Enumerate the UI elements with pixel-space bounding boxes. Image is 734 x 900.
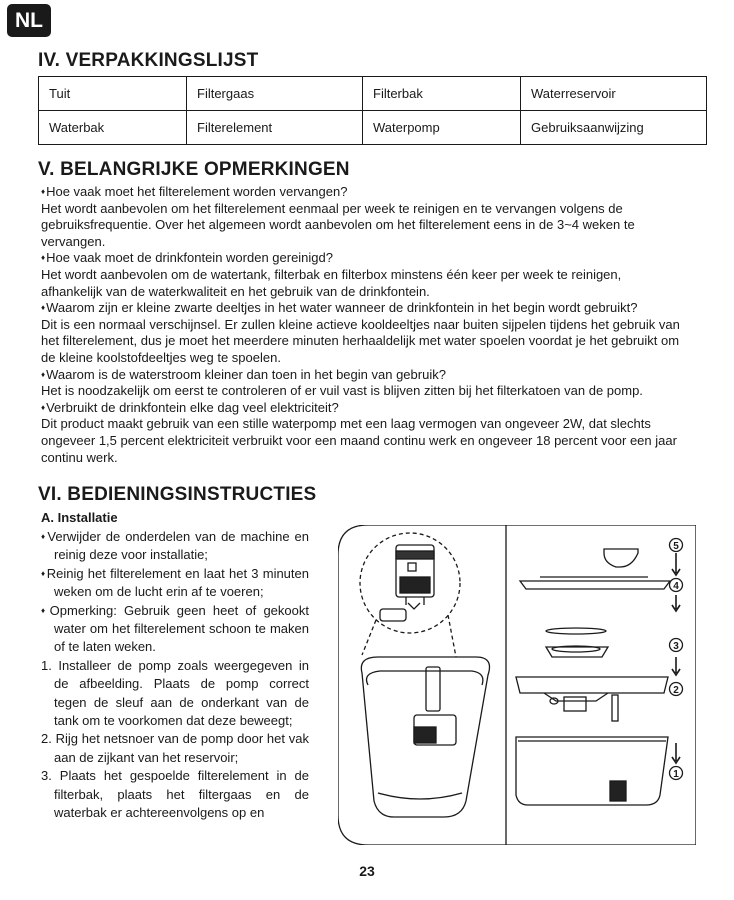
table-row bbox=[39, 77, 707, 111]
step-label: 5 bbox=[673, 541, 679, 552]
water-bowl-icon bbox=[516, 677, 668, 721]
table-row bbox=[39, 111, 707, 145]
answer-5: Dit product maakt gebruik van een stille waterpomp met een laag vermogen van ongeveer 2W, dat slechts ongeveer 1,5 percent elektriciteit verbruikt voor een maand continu werk en ongeveer 18 percent voor een jaar continu werk. bbox=[41, 416, 677, 465]
table-cell: Gebruiksaanwijzing bbox=[521, 111, 707, 145]
question-3: ♦ Waarom zijn er kleine zwarte deeltjes in het water wanneer de drinkfontein in het begin wordt gebruikt? bbox=[41, 300, 686, 317]
instruction-step-1: 1. Installeer de pomp zoals weergegeven in de afbeelding. Plaats de pomp correct tegen de sleuf aan de onderkant van de tank om te voorkomen dat deze beweegt; bbox=[41, 657, 309, 729]
instruction-bullet-1: ♦ Verwijder de onderdelen van de machine en reinig deze voor installatie; bbox=[41, 528, 309, 565]
packing-list-table bbox=[38, 76, 707, 145]
answer-4: Het is noodzakelijk om eerst te controleren of er vuil vast is blijven zitten bij het filterkatoen van de pomp. bbox=[41, 383, 643, 399]
installation-figure bbox=[338, 525, 696, 845]
table-cell: Filtergaas bbox=[187, 77, 363, 111]
table-cell: Waterpomp bbox=[363, 111, 521, 145]
question-2: ♦ Hoe vaak moet de drinkfontein worden gereinigd? bbox=[41, 250, 686, 267]
table-cell: Filterelement bbox=[187, 111, 363, 145]
installation-instructions bbox=[41, 528, 309, 823]
table-cell: Filterbak bbox=[363, 77, 521, 111]
pump-closeup-icon bbox=[380, 545, 434, 621]
step-label: 1 bbox=[673, 769, 679, 780]
question-1: ♦ Hoe vaak moet het filterelement worden vervangen? bbox=[41, 184, 686, 201]
important-notes bbox=[41, 184, 686, 466]
reservoir-with-pump-icon bbox=[361, 657, 489, 817]
step-label: 2 bbox=[673, 685, 679, 696]
step-label: 3 bbox=[673, 641, 679, 652]
table-cell: Waterbak bbox=[39, 111, 187, 145]
water-tray-icon bbox=[520, 577, 670, 589]
step-label: 4 bbox=[673, 581, 679, 592]
reservoir-base-icon bbox=[516, 737, 668, 805]
section-4-title: IV. VERPAKKINGSLIJST bbox=[38, 50, 259, 71]
instruction-step-3: 3. Plaats het gespoelde filterelement in de filterbak, plaats het filtergaas en de waterbak er achtereenvolgens op en bbox=[41, 768, 309, 821]
answer-1: Het wordt aanbevolen om het filterelement eenmaal per week te reinigen en te vervangen volgens de gebruiksfrequentie. Over het algemeen wordt aanbevolen om het filterelement eens in de 3~4 weken te vervangen. bbox=[41, 200, 635, 249]
question-4: ♦ Waarom is de waterstroom kleiner dan toen in het begin van gebruik? bbox=[41, 367, 686, 384]
table-cell: Tuit bbox=[39, 77, 187, 111]
instruction-step-2: 2. Rijg het netsnoer van de pomp door het vak aan de zijkant van het reservoir; bbox=[41, 731, 309, 765]
section-5-title: V. BELANGRIJKE OPMERKINGEN bbox=[38, 159, 350, 180]
filter-mesh-icon bbox=[546, 628, 606, 634]
table-cell: Waterreservoir bbox=[521, 77, 707, 111]
instruction-bullet-2: ♦ Reinig het filterelement en laat het 3 minuten weken om de lucht erin af te voeren; bbox=[41, 565, 309, 602]
instruction-bullet-3: ♦ Opmerking: Gebruik geen heet of gekookt water om het filterelement schoon te maken of te laten weken. bbox=[41, 602, 309, 657]
section-6-title: VI. BEDIENINGSINSTRUCTIES bbox=[38, 484, 317, 505]
answer-3: Dit is een normaal verschijnsel. Er zullen kleine actieve kooldeeltjes naar buiten sijpelen tijdens het gebruik van het filterelement, dus je moet het meerdere minuten herhaaldelijk met water spoelen voordat je het gebruikt om de kleine koolstofdeeltjes weg te spoelen. bbox=[41, 316, 680, 365]
language-badge: NL bbox=[7, 4, 51, 37]
spout-icon bbox=[604, 549, 638, 567]
answer-2: Het wordt aanbevolen om de watertank, filterbak en filterbox minstens één keer per week te reinigen, afhankelijk van de waterkwaliteit en het gebruik van de drinkfontein. bbox=[41, 266, 622, 299]
filter-box-icon bbox=[546, 646, 608, 657]
question-5: ♦ Verbruikt de drinkfontein elke dag veel elektriciteit? bbox=[41, 400, 686, 417]
page-number: 23 bbox=[359, 863, 375, 879]
installation-subtitle: A. Installatie bbox=[41, 510, 118, 525]
